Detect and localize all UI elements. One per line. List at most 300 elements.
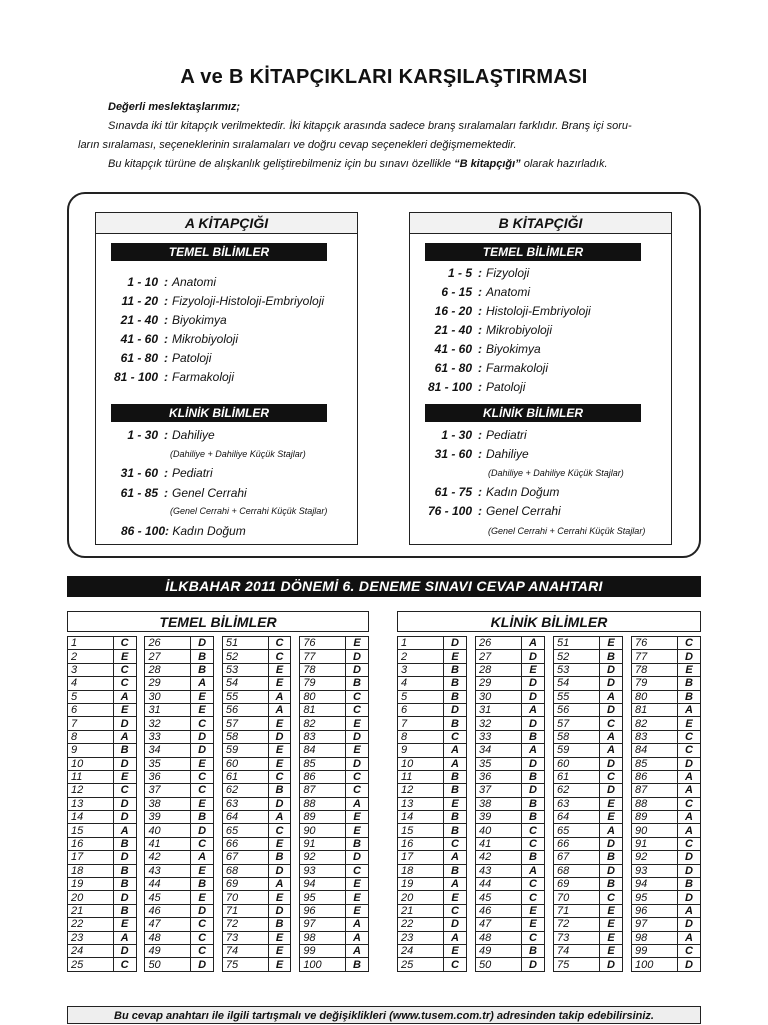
column-gap bbox=[291, 663, 300, 676]
question-number: 75 bbox=[222, 958, 268, 971]
question-number: 58 bbox=[222, 730, 268, 743]
question-number: 4 bbox=[68, 677, 114, 690]
question-number: 80 bbox=[632, 690, 678, 703]
answer-letter: E bbox=[191, 690, 214, 703]
question-number: 82 bbox=[632, 717, 678, 730]
question-number: 17 bbox=[68, 851, 114, 864]
answer-letter: B bbox=[191, 663, 214, 676]
answer-letter: D bbox=[600, 677, 623, 690]
answer-row bbox=[398, 757, 701, 770]
answer-letter: A bbox=[522, 637, 545, 650]
question-number: 70 bbox=[222, 891, 268, 904]
question-number: 36 bbox=[145, 770, 191, 783]
answer-letter: E bbox=[346, 904, 369, 917]
question-number: 67 bbox=[222, 851, 268, 864]
answer-letter: D bbox=[600, 703, 623, 716]
answer-letter: A bbox=[268, 690, 291, 703]
answer-row bbox=[68, 958, 369, 971]
column-gap bbox=[136, 958, 145, 971]
intro-line-2: ların sıralaması, seçeneklerinin sıralamaları ve doğru cevap seçenekleri değişmemektedir. bbox=[78, 139, 517, 151]
klinik-answer-table bbox=[397, 636, 701, 972]
answer-letter: C bbox=[522, 824, 545, 837]
answer-letter: E bbox=[268, 958, 291, 971]
column-gap bbox=[467, 931, 476, 944]
answer-letter: C bbox=[678, 744, 701, 757]
column-gap bbox=[623, 784, 632, 797]
column-gap bbox=[545, 944, 554, 957]
answer-letter: B bbox=[678, 677, 701, 690]
answer-letter: E bbox=[191, 864, 214, 877]
column-gap bbox=[136, 918, 145, 931]
question-number: 56 bbox=[554, 703, 600, 716]
column-gap bbox=[623, 837, 632, 850]
book-b-klinik-label: KLİNİK BİLİMLER bbox=[425, 404, 641, 422]
question-number: 71 bbox=[222, 904, 268, 917]
book-a-temel-row: 81 - 100 : Farmakoloji bbox=[113, 370, 235, 384]
question-number: 41 bbox=[145, 837, 191, 850]
question-number: 46 bbox=[145, 904, 191, 917]
question-number: 47 bbox=[476, 918, 522, 931]
column-gap bbox=[213, 944, 222, 957]
question-number: 26 bbox=[476, 637, 522, 650]
question-number: 74 bbox=[554, 944, 600, 957]
question-number: 67 bbox=[554, 851, 600, 864]
question-number: 65 bbox=[554, 824, 600, 837]
question-number: 79 bbox=[300, 677, 346, 690]
question-number: 89 bbox=[300, 811, 346, 824]
answer-letter: A bbox=[444, 851, 467, 864]
answer-row bbox=[398, 891, 701, 904]
answer-letter: B bbox=[113, 864, 136, 877]
question-number: 92 bbox=[300, 851, 346, 864]
column-gap bbox=[213, 730, 222, 743]
answer-letter: C bbox=[678, 637, 701, 650]
question-number: 83 bbox=[632, 730, 678, 743]
answer-row bbox=[68, 904, 369, 917]
answer-row bbox=[68, 811, 369, 824]
answer-letter: D bbox=[522, 690, 545, 703]
answer-letter: E bbox=[522, 918, 545, 931]
answer-key-banner: İLKBAHAR 2011 DÖNEMİ 6. DENEME SINAVI CEVAP ANAHTARI bbox=[67, 576, 701, 597]
answer-letter: C bbox=[444, 904, 467, 917]
answer-letter: D bbox=[268, 730, 291, 743]
question-number: 25 bbox=[68, 958, 114, 971]
answer-letter: C bbox=[191, 784, 214, 797]
answer-letter: E bbox=[346, 891, 369, 904]
book-b-klinik-note: (Dahiliye + Dahiliye Küçük Stajlar) bbox=[488, 468, 624, 478]
question-number: 8 bbox=[68, 730, 114, 743]
answer-letter: E bbox=[600, 944, 623, 957]
answer-row bbox=[398, 918, 701, 931]
question-number: 76 bbox=[300, 637, 346, 650]
question-number: 34 bbox=[145, 744, 191, 757]
column-gap bbox=[136, 944, 145, 957]
question-number: 24 bbox=[398, 944, 444, 957]
answer-letter: C bbox=[268, 824, 291, 837]
column-gap bbox=[213, 797, 222, 810]
question-number: 93 bbox=[300, 864, 346, 877]
answer-letter: A bbox=[346, 931, 369, 944]
book-b-temel-row: 6 - 15 : Anatomi bbox=[441, 285, 531, 299]
question-number: 72 bbox=[222, 918, 268, 931]
question-number: 34 bbox=[476, 744, 522, 757]
question-number: 96 bbox=[632, 904, 678, 917]
answer-letter: D bbox=[600, 958, 623, 971]
question-number: 63 bbox=[222, 797, 268, 810]
book-a-temel-label: TEMEL BİLİMLER bbox=[111, 243, 327, 261]
answer-letter: E bbox=[346, 878, 369, 891]
column-gap bbox=[136, 797, 145, 810]
question-number: 27 bbox=[476, 650, 522, 663]
column-gap bbox=[291, 690, 300, 703]
book-a-klinik-note: (Dahiliye + Dahiliye Küçük Stajlar) bbox=[170, 449, 306, 459]
answer-letter: B bbox=[191, 811, 214, 824]
answer-letter: D bbox=[268, 864, 291, 877]
column-gap bbox=[291, 797, 300, 810]
column-gap bbox=[291, 650, 300, 663]
answer-row bbox=[398, 944, 701, 957]
column-gap bbox=[623, 690, 632, 703]
question-number: 18 bbox=[398, 864, 444, 877]
column-gap bbox=[623, 811, 632, 824]
column-gap bbox=[136, 717, 145, 730]
question-number: 41 bbox=[476, 837, 522, 850]
book-a-klinik-row: 86 - 100: Kadın Doğum bbox=[120, 524, 246, 538]
answer-letter: E bbox=[191, 703, 214, 716]
book-b-temel-label: TEMEL BİLİMLER bbox=[425, 243, 641, 261]
book-a-temel-row: 41 - 60 : Mikrobiyoloji bbox=[120, 332, 239, 346]
question-number: 70 bbox=[554, 891, 600, 904]
question-number: 15 bbox=[398, 824, 444, 837]
book-b-klinik-note: (Genel Cerrahi + Cerrahi Küçük Stajlar) bbox=[488, 526, 646, 536]
answer-letter: A bbox=[600, 824, 623, 837]
question-number: 68 bbox=[222, 864, 268, 877]
column-gap bbox=[136, 730, 145, 743]
answer-letter: D bbox=[113, 717, 136, 730]
question-number: 38 bbox=[476, 797, 522, 810]
answer-letter: C bbox=[600, 717, 623, 730]
column-gap bbox=[545, 650, 554, 663]
answer-row bbox=[398, 811, 701, 824]
answer-letter: E bbox=[600, 797, 623, 810]
column-gap bbox=[213, 663, 222, 676]
question-number: 81 bbox=[632, 703, 678, 716]
question-number: 21 bbox=[68, 904, 114, 917]
answer-letter: D bbox=[191, 904, 214, 917]
question-number: 19 bbox=[398, 878, 444, 891]
question-number: 11 bbox=[68, 770, 114, 783]
column-gap bbox=[467, 637, 476, 650]
answer-letter: C bbox=[346, 784, 369, 797]
question-number: 11 bbox=[398, 770, 444, 783]
question-number: 7 bbox=[68, 717, 114, 730]
question-number: 29 bbox=[145, 677, 191, 690]
answer-letter: C bbox=[522, 837, 545, 850]
answer-row bbox=[398, 904, 701, 917]
answer-row bbox=[68, 864, 369, 877]
answer-letter: C bbox=[600, 770, 623, 783]
column-gap bbox=[623, 797, 632, 810]
question-number: 44 bbox=[145, 878, 191, 891]
column-gap bbox=[291, 878, 300, 891]
question-number: 54 bbox=[222, 677, 268, 690]
column-gap bbox=[623, 918, 632, 931]
answer-letter: B bbox=[522, 730, 545, 743]
answer-row bbox=[398, 878, 701, 891]
column-gap bbox=[467, 784, 476, 797]
question-number: 90 bbox=[632, 824, 678, 837]
column-gap bbox=[623, 663, 632, 676]
answer-letter: A bbox=[678, 811, 701, 824]
book-a-temel-row: 11 - 20 : Fizyoloji-Histoloji-Embriyoloji bbox=[121, 294, 325, 308]
answer-letter: E bbox=[268, 837, 291, 850]
question-number: 78 bbox=[300, 663, 346, 676]
answer-letter: B bbox=[444, 717, 467, 730]
answer-letter: C bbox=[678, 730, 701, 743]
question-number: 88 bbox=[300, 797, 346, 810]
book-b-klinik-row: 61 - 75 : Kadın Doğum bbox=[434, 485, 560, 499]
question-number: 51 bbox=[554, 637, 600, 650]
question-number: 16 bbox=[398, 837, 444, 850]
column-gap bbox=[467, 851, 476, 864]
column-gap bbox=[136, 703, 145, 716]
answer-letter: D bbox=[191, 637, 214, 650]
answer-letter: B bbox=[113, 744, 136, 757]
answer-row bbox=[398, 824, 701, 837]
question-number: 9 bbox=[398, 744, 444, 757]
column-gap bbox=[467, 797, 476, 810]
footer-note: Bu cevap anahtarı ile ilgili tartışmalı ve değişiklikleri (www.tusem.com.tr) adresinden takip edebilirsiniz. bbox=[67, 1006, 701, 1024]
answer-letter: E bbox=[268, 931, 291, 944]
question-number: 43 bbox=[476, 864, 522, 877]
question-number: 36 bbox=[476, 770, 522, 783]
question-number: 51 bbox=[222, 637, 268, 650]
answer-letter: B bbox=[444, 784, 467, 797]
column-gap bbox=[545, 784, 554, 797]
answer-letter: C bbox=[600, 891, 623, 904]
column-gap bbox=[291, 703, 300, 716]
intro-text bbox=[78, 98, 690, 174]
question-number: 19 bbox=[68, 878, 114, 891]
book-b-title: B KİTAPÇIĞI bbox=[410, 213, 671, 234]
answer-letter: D bbox=[113, 757, 136, 770]
question-number: 73 bbox=[554, 931, 600, 944]
question-number: 81 bbox=[300, 703, 346, 716]
column-gap bbox=[623, 757, 632, 770]
question-number: 13 bbox=[398, 797, 444, 810]
column-gap bbox=[467, 878, 476, 891]
answer-row bbox=[398, 744, 701, 757]
answer-letter: B bbox=[522, 770, 545, 783]
question-number: 84 bbox=[632, 744, 678, 757]
question-number: 43 bbox=[145, 864, 191, 877]
question-number: 26 bbox=[145, 637, 191, 650]
question-number: 71 bbox=[554, 904, 600, 917]
column-gap bbox=[213, 744, 222, 757]
answer-letter: C bbox=[678, 837, 701, 850]
question-number: 46 bbox=[476, 904, 522, 917]
question-number: 8 bbox=[398, 730, 444, 743]
answer-row bbox=[68, 837, 369, 850]
answer-letter: A bbox=[444, 757, 467, 770]
answer-letter: E bbox=[191, 757, 214, 770]
question-number: 37 bbox=[476, 784, 522, 797]
answer-letter: A bbox=[444, 878, 467, 891]
question-number: 63 bbox=[554, 797, 600, 810]
question-number: 22 bbox=[68, 918, 114, 931]
question-number: 55 bbox=[222, 690, 268, 703]
question-number: 50 bbox=[145, 958, 191, 971]
answer-letter: B bbox=[522, 851, 545, 864]
answer-row bbox=[68, 851, 369, 864]
answer-letter: C bbox=[346, 864, 369, 877]
column-gap bbox=[291, 837, 300, 850]
column-gap bbox=[291, 757, 300, 770]
question-number: 82 bbox=[300, 717, 346, 730]
answer-letter: B bbox=[346, 837, 369, 850]
answer-letter: D bbox=[268, 904, 291, 917]
question-number: 55 bbox=[554, 690, 600, 703]
question-number: 57 bbox=[554, 717, 600, 730]
book-b-temel-row: 61 - 80 : Farmakoloji bbox=[434, 361, 549, 375]
question-number: 13 bbox=[68, 797, 114, 810]
column-gap bbox=[136, 770, 145, 783]
column-gap bbox=[467, 944, 476, 957]
answer-letter: C bbox=[268, 637, 291, 650]
column-gap bbox=[136, 650, 145, 663]
answer-letter: D bbox=[522, 784, 545, 797]
book-b-klinik-row: 76 - 100 : Genel Cerrahi bbox=[427, 504, 561, 518]
book-a-klinik-row: 31 - 60 : Pediatri bbox=[120, 466, 213, 480]
answer-letter: E bbox=[678, 663, 701, 676]
question-number: 10 bbox=[68, 757, 114, 770]
answer-row bbox=[398, 690, 701, 703]
column-gap bbox=[545, 757, 554, 770]
answer-row bbox=[398, 637, 701, 650]
column-gap bbox=[623, 904, 632, 917]
column-gap bbox=[291, 931, 300, 944]
answer-letter: C bbox=[191, 931, 214, 944]
question-number: 61 bbox=[554, 770, 600, 783]
answer-letter: E bbox=[346, 637, 369, 650]
answer-letter: D bbox=[113, 944, 136, 957]
question-number: 53 bbox=[222, 663, 268, 676]
question-number: 79 bbox=[632, 677, 678, 690]
page-title: A ve B KİTAPÇIKLARI KARŞILAŞTIRMASI bbox=[180, 66, 588, 88]
answer-row bbox=[398, 958, 701, 971]
question-number: 73 bbox=[222, 931, 268, 944]
question-number: 56 bbox=[222, 703, 268, 716]
question-number: 91 bbox=[632, 837, 678, 850]
column-gap bbox=[213, 784, 222, 797]
column-gap bbox=[545, 717, 554, 730]
answer-letter: C bbox=[113, 677, 136, 690]
answer-letter: E bbox=[113, 703, 136, 716]
answer-letter: C bbox=[191, 944, 214, 957]
question-number: 31 bbox=[476, 703, 522, 716]
answer-letter: D bbox=[678, 891, 701, 904]
question-number: 27 bbox=[145, 650, 191, 663]
answer-row bbox=[398, 837, 701, 850]
column-gap bbox=[136, 864, 145, 877]
question-number: 6 bbox=[398, 703, 444, 716]
question-number: 49 bbox=[476, 944, 522, 957]
answer-letter: A bbox=[522, 703, 545, 716]
book-a-temel-row: 61 - 80 : Patoloji bbox=[120, 351, 212, 365]
column-gap bbox=[467, 824, 476, 837]
answer-row bbox=[68, 744, 369, 757]
answer-letter: C bbox=[113, 784, 136, 797]
question-number: 23 bbox=[68, 931, 114, 944]
answer-letter: B bbox=[678, 878, 701, 891]
question-number: 62 bbox=[222, 784, 268, 797]
answer-row bbox=[398, 703, 701, 716]
answer-letter: B bbox=[444, 663, 467, 676]
column-gap bbox=[467, 837, 476, 850]
book-a-klinik-note: (Genel Cerrahi + Cerrahi Küçük Stajlar) bbox=[170, 506, 328, 516]
column-gap bbox=[545, 637, 554, 650]
answer-letter: D bbox=[678, 757, 701, 770]
question-number: 45 bbox=[476, 891, 522, 904]
column-gap bbox=[545, 677, 554, 690]
answer-letter: E bbox=[268, 944, 291, 957]
column-gap bbox=[136, 851, 145, 864]
answer-letter: D bbox=[600, 757, 623, 770]
question-number: 87 bbox=[632, 784, 678, 797]
question-number: 15 bbox=[68, 824, 114, 837]
column-gap bbox=[467, 703, 476, 716]
answer-row bbox=[68, 891, 369, 904]
answer-letter: D bbox=[113, 797, 136, 810]
column-gap bbox=[213, 918, 222, 931]
column-gap bbox=[623, 851, 632, 864]
answer-letter: C bbox=[444, 837, 467, 850]
question-number: 12 bbox=[398, 784, 444, 797]
column-gap bbox=[136, 690, 145, 703]
answer-row bbox=[68, 797, 369, 810]
answer-letter: E bbox=[346, 811, 369, 824]
column-gap bbox=[467, 663, 476, 676]
question-number: 91 bbox=[300, 837, 346, 850]
question-number: 61 bbox=[222, 770, 268, 783]
answer-letter: D bbox=[444, 637, 467, 650]
column-gap bbox=[467, 757, 476, 770]
column-gap bbox=[291, 918, 300, 931]
question-number: 100 bbox=[300, 958, 346, 971]
question-number: 95 bbox=[632, 891, 678, 904]
question-number: 84 bbox=[300, 744, 346, 757]
answer-letter: E bbox=[191, 797, 214, 810]
answer-row bbox=[398, 730, 701, 743]
column-gap bbox=[291, 851, 300, 864]
answer-letter: B bbox=[268, 784, 291, 797]
column-gap bbox=[467, 744, 476, 757]
answer-letter: E bbox=[522, 663, 545, 676]
column-gap bbox=[291, 864, 300, 877]
question-number: 77 bbox=[300, 650, 346, 663]
book-b-klinik-row: 1 - 30 : Pediatri bbox=[441, 428, 527, 442]
answer-letter: A bbox=[346, 797, 369, 810]
column-gap bbox=[291, 904, 300, 917]
column-gap bbox=[213, 891, 222, 904]
question-number: 66 bbox=[554, 837, 600, 850]
question-number: 69 bbox=[554, 878, 600, 891]
answer-letter: B bbox=[113, 904, 136, 917]
question-number: 35 bbox=[145, 757, 191, 770]
column-gap bbox=[545, 703, 554, 716]
question-number: 88 bbox=[632, 797, 678, 810]
column-gap bbox=[545, 958, 554, 971]
